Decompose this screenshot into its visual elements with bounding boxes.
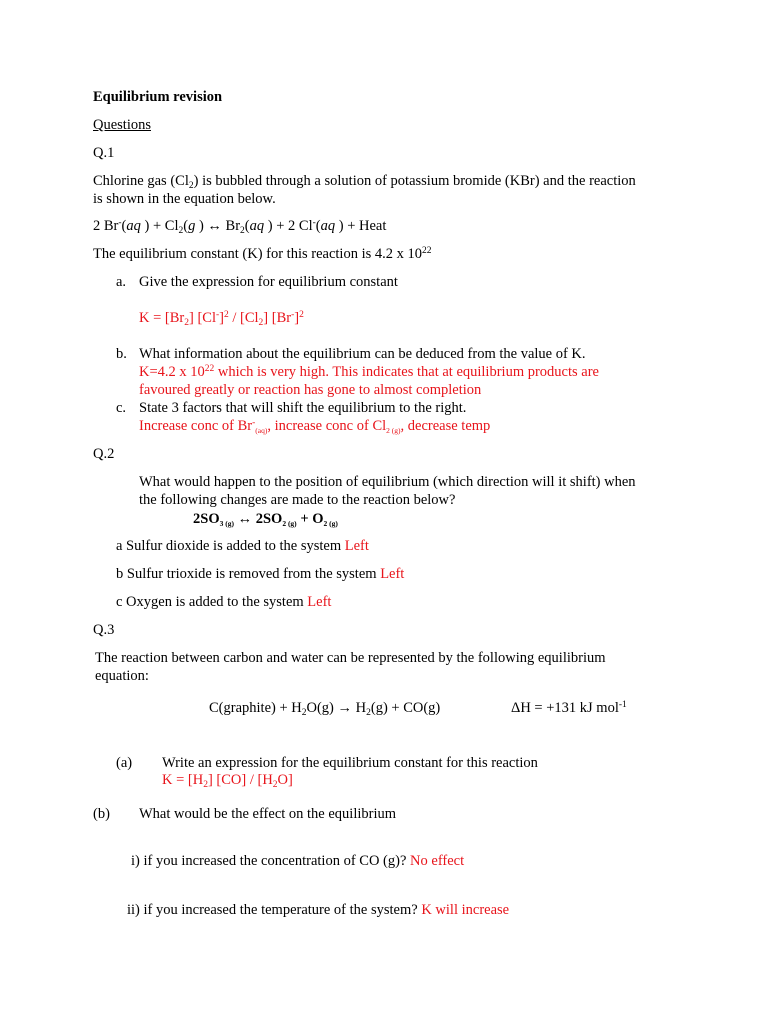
- q1-intro-line1: Chlorine gas $(Cl_2)$ is bubbled through a solution of potassium bromide (KBr) and the reaction: [93, 173, 636, 191]
- q1a-answer: $K = [Br_2]$ $[Cl^-]^2 / [Cl_2]$ $[Br^-]^2$: [139, 310, 304, 328]
- q3b-marker: (b): [93, 806, 110, 822]
- q1b-answer-line2: favoured greatly or reaction has gone to almost completion: [139, 382, 482, 398]
- q1-k-statement: The equilibrium constant (K) for this reaction is 4.2 x $10^{22}$: [93, 246, 432, 262]
- q1b-question: What information about the equilibrium can be deduced from the value of K.: [139, 346, 586, 362]
- q2-item-b: b Sulfur trioxide is removed from the system Left: [116, 566, 405, 582]
- q1c-question: State 3 factors that will shift the equilibrium to the right.: [139, 400, 467, 416]
- q2-intro-line2: the following changes are made to the reaction below?: [139, 492, 456, 508]
- questions-heading: Questions: [93, 117, 151, 133]
- q3a-answer: $K = [H_2]$ $[CO] / [H_2O]$: [162, 772, 293, 790]
- q2-equation: $2SO_{3 (g)}$ ↔ $2SO_{2 (g)} + O_{2 (g)}$: [193, 511, 338, 528]
- q1b-answer-line1: K=4.2 x $10^{22}$ which is very high. This indicates that at equilibrium products are: [139, 364, 599, 380]
- q2-item-a-answer: Left: [344, 538, 369, 554]
- q3a-question: Write an expression for the equilibrium constant for this reaction: [162, 755, 538, 771]
- q2-item-c-answer: Left: [307, 594, 332, 610]
- q3-intro-line2: equation:: [95, 668, 149, 684]
- q2-item-b-answer: Left: [380, 566, 405, 582]
- q3a-marker: (a): [116, 755, 133, 771]
- page-title: Equilibrium revision: [93, 89, 223, 105]
- q1a-question: Give the expression for equilibrium constant: [139, 274, 398, 290]
- q3b-part-i: i) if you increased the concentration of CO (g)? No effect: [131, 853, 465, 869]
- q3b-part-ii-answer: K will increase: [421, 902, 510, 918]
- q1-equation: 2 Br-(aq ) + $Cl_2(g$ ) ↔ $Br_2(aq$ ) + 2 Cl-(aq ) + Heat: [93, 218, 387, 236]
- q3-intro-line1: The reaction between carbon and water can be represented by the following equilibrium: [95, 650, 606, 666]
- q3-equation: C(graphite) + $H_2O(g) \to H_2(g) + CO(g)$: [209, 700, 441, 718]
- q2-label: Q.2: [93, 446, 115, 462]
- q3-enthalpy: ΔH = +131 kJ mol$^{-1}$: [511, 700, 627, 716]
- q3b-question: What would be the effect on the equilibrium: [139, 806, 397, 822]
- q3b-part-ii: ii) if you increased the temperature of the system? K will increase: [127, 902, 510, 918]
- q3b-part-i-answer: No effect: [410, 853, 465, 869]
- q2-item-a: a Sulfur dioxide is added to the system Left: [116, 538, 369, 554]
- q1-intro-line2: is shown in the equation below.: [93, 191, 276, 207]
- q2-item-c: c Oxygen is added to the system Left: [116, 594, 332, 610]
- q1c-answer: Increase conc of $Br^-_{(aq)}$, increase conc of $Cl_{2 (g)}$, decrease temp: [139, 418, 491, 435]
- q1a-marker: a.: [116, 274, 127, 290]
- q1c-marker: c.: [116, 400, 127, 416]
- q1b-marker: b.: [116, 346, 127, 362]
- q2-intro-line1: What would happen to the position of equilibrium (which direction will it shift) when: [139, 474, 636, 490]
- q3-label: Q.3: [93, 622, 115, 638]
- q1-label: Q.1: [93, 145, 115, 161]
